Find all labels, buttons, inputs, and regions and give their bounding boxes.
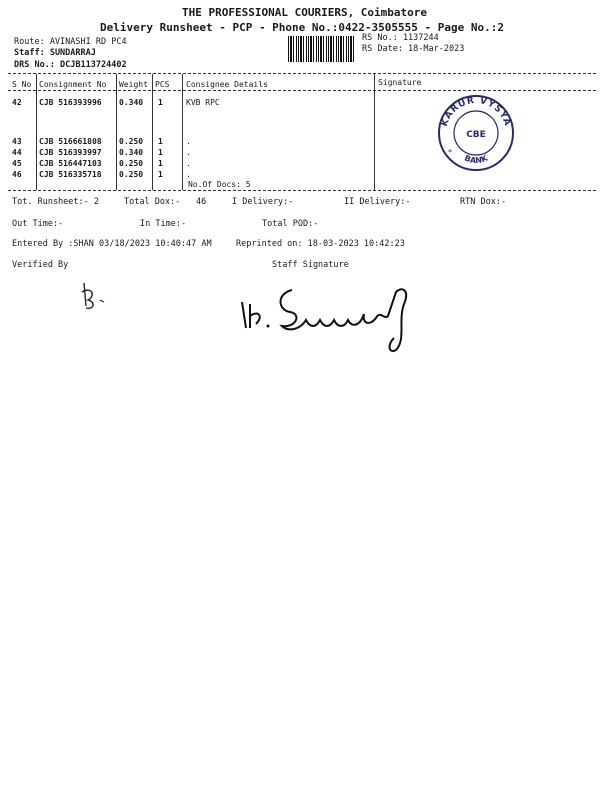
row-consignee: . (186, 159, 191, 168)
col-header-consignment: Consignment No (39, 80, 107, 89)
row-pcs: 1 (158, 137, 163, 146)
runsheet-subtitle: Delivery Runsheet - PCP - Phone No.:0422-3505555 - Page No.:2 (100, 21, 504, 34)
table-header-rule (8, 90, 596, 91)
row-sno: 44 (12, 148, 22, 157)
col-header-consignee: Consignee Details (186, 80, 268, 89)
row-consignment: CJB 516447103 (39, 159, 102, 168)
row-consignee: . (186, 137, 191, 146)
svg-text:BANK: BANK (463, 153, 489, 166)
row-sno: 46 (12, 170, 22, 179)
row-consignment: CJB 516393997 (39, 148, 102, 157)
row-weight: 0.340 (119, 148, 144, 157)
row-weight: 0.340 (119, 98, 144, 107)
reprinted-on: Reprinted on: 18-03-2023 10:42:23 (236, 239, 405, 249)
entered-by: Entered By :SHAN 03/18/2023 10:40:47 AM (12, 239, 212, 249)
table-top-rule (8, 73, 596, 74)
row-consignee: KVB RPC (186, 98, 220, 107)
company-title: THE PROFESSIONAL COURIERS, Coimbatore (182, 6, 428, 19)
bank-stamp (436, 93, 516, 173)
col-divider (374, 74, 375, 190)
row-weight: 0.250 (119, 159, 144, 168)
row-consignment: CJB 516661808 (39, 137, 102, 146)
row-consignee: . (186, 170, 191, 179)
rtn-dox: RTN Dox:- (460, 197, 507, 207)
col-divider (182, 74, 183, 190)
col-divider (152, 74, 153, 190)
ii-delivery: II Delivery:- (344, 197, 411, 207)
verified-by-label: Verified By (12, 260, 69, 270)
row-sno: 43 (12, 137, 22, 146)
col-divider (36, 74, 37, 190)
col-divider (116, 74, 117, 190)
col-header-pcs: PCS (155, 80, 170, 89)
route-label: Route: AVINASHI RD PC4 (14, 37, 127, 47)
row-weight: 0.250 (119, 170, 144, 179)
rs-number: RS No.: 1137244 (362, 33, 439, 43)
row-weight: 0.250 (119, 137, 144, 146)
row-sno: 45 (12, 159, 22, 168)
out-time: Out Time:- (12, 219, 64, 229)
table-bottom-rule (8, 190, 596, 191)
staff-signature-label: Staff Signature (272, 260, 349, 270)
in-time: In Time:- (140, 219, 187, 229)
row-pcs: 1 (158, 148, 163, 157)
drs-number: DRS No.: DCJB113724402 (14, 60, 127, 70)
svg-text:CBE: CBE (466, 130, 486, 140)
verifier-initials-signature (74, 278, 114, 318)
no-of-docs: No.Of Docs: 5 (188, 180, 251, 189)
svg-text:*: * (448, 148, 452, 157)
row-pcs: 1 (158, 98, 163, 107)
total-dox-value: 46 (196, 197, 207, 207)
i-delivery: I Delivery:- (232, 197, 294, 207)
row-consignment: CJB 516393996 (39, 98, 102, 107)
staff-handwritten-signature (236, 280, 436, 360)
row-pcs: 1 (158, 170, 163, 179)
row-pcs: 1 (158, 159, 163, 168)
barcode-image (288, 36, 354, 62)
tot-runsheet: Tot. Runsheet:- 2 (12, 197, 99, 207)
col-header-signature: Signature (378, 78, 422, 87)
row-consignment: CJB 516335718 (39, 170, 102, 179)
total-dox-label: Total Dox:- (124, 197, 181, 207)
col-header-weight: Weight (119, 80, 148, 89)
rs-date: RS Date: 18-Mar-2023 (362, 44, 465, 54)
row-consignee: . (186, 148, 191, 157)
svg-text:KARUR VYSYA: KARUR VYSYA (439, 95, 513, 128)
staff-label: Staff: SUNDARRAJ (14, 48, 96, 58)
col-header-sno: S No (12, 80, 32, 89)
row-sno: 42 (12, 98, 22, 107)
total-pod: Total POD:- (262, 219, 319, 229)
